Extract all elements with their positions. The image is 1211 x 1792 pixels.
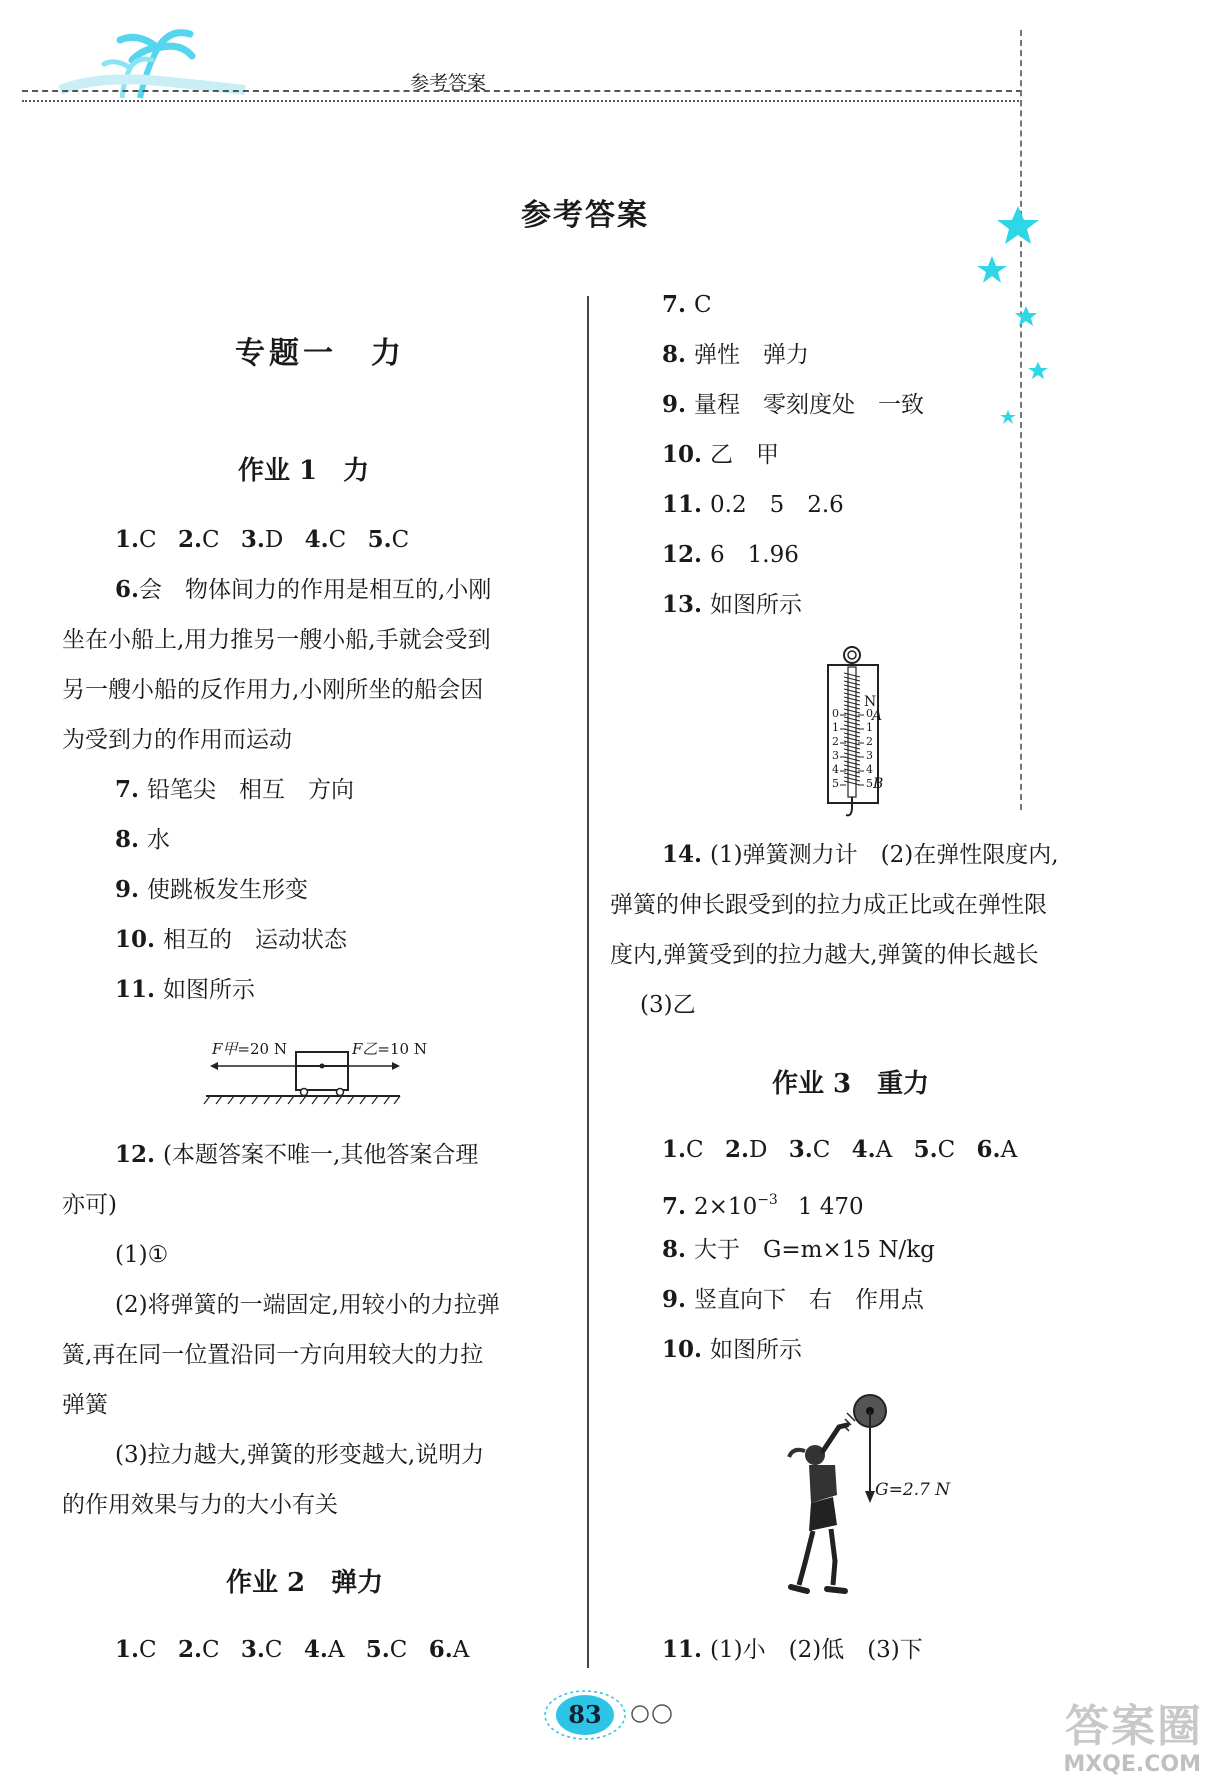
tick-2-right: 2 <box>866 735 873 748</box>
hw3-q11: 11. (1)小 (2)低 (3)下 <box>662 1636 923 1663</box>
hw1-title: 作业 1 力 <box>238 456 370 486</box>
spring-scale-label-b: B <box>873 776 884 792</box>
hw1-q8: 8. 水 <box>115 826 171 853</box>
hw2-q12: 12. 6 1.96 <box>662 541 799 568</box>
hw1-q12-line2: 亦可) <box>62 1192 117 1218</box>
tick-1-left: 1 <box>832 721 839 734</box>
tick-2-left: 2 <box>832 735 839 748</box>
star-decoration-icon <box>970 200 1060 440</box>
hw2-q10: 10. 乙 甲 <box>662 441 780 468</box>
tick-0-right: 0 <box>866 707 873 720</box>
page-number: 83 <box>556 1695 614 1735</box>
hw1-q12-part2-line2: 簧,再在同一位置沿同一方向用较大的力拉 <box>62 1342 484 1368</box>
gravity-label: G=2.7 N <box>875 1480 951 1500</box>
tick-4-left: 4 <box>832 763 839 776</box>
tick-0-left: 0 <box>832 707 839 720</box>
spring-scale-label-a: A <box>872 708 883 724</box>
tick-1-right: 1 <box>866 721 873 734</box>
hw3-q1-6: 1.C 2.D 3.C 4.A 5.C 6.A <box>662 1136 1018 1163</box>
spring-scale-figure <box>820 645 890 820</box>
hw2-q14: 14. (1)弹簧测力计 (2)在弹性限度内, <box>662 841 1059 868</box>
column-divider <box>587 296 589 1668</box>
hw1-q6-line3: 另一艘小船的反作用力,小刚所坐的船会因 <box>62 677 484 703</box>
tick-3-left: 3 <box>832 749 839 762</box>
hw2-q8: 8. 弹性 弹力 <box>662 341 810 368</box>
hw3-title: 作业 3 重力 <box>772 1069 930 1099</box>
hw2-q1-6: 1.C 2.C 3.C 4.A 5.C 6.A <box>115 1636 470 1663</box>
hw1-q9: 9. 使跳板发生形变 <box>115 876 309 903</box>
hw1-q6-line4: 为受到力的作用而运动 <box>62 727 292 753</box>
tick-5-right: 5 <box>866 777 873 790</box>
ball-gravity-figure <box>765 1385 895 1615</box>
palm-tree-logo <box>20 20 250 100</box>
hw1-q6-line2: 坐在小船上,用力推另一艘小船,手就会受到 <box>62 627 491 653</box>
hw2-q9: 9. 量程 零刻度处 一致 <box>662 391 925 418</box>
page-title: 参考答案 <box>521 198 649 233</box>
hw1-q12-part3-line2: 的作用效果与力的大小有关 <box>62 1492 338 1518</box>
hw1-q11: 11. 如图所示 <box>115 976 256 1003</box>
hw1-q12-part1: (1)① <box>115 1242 169 1268</box>
tick-4-right: 4 <box>866 763 873 776</box>
hw1-q12-part2-line3: 弹簧 <box>62 1392 108 1418</box>
hw2-q7: 7. C <box>662 291 712 318</box>
header-rule <box>22 90 1022 92</box>
hw2-q13: 13. 如图所示 <box>662 591 803 618</box>
hw2-q14-line3: 度内,弹簧受到的拉力越大,弹簧的伸长越长 <box>610 942 1039 968</box>
tick-5-left: 5 <box>832 777 839 790</box>
hw3-q10: 10. 如图所示 <box>662 1336 803 1363</box>
hw2-q11: 11. 0.2 5 2.6 <box>662 491 844 518</box>
hw1-q12-part2: (2)将弹簧的一端固定,用较小的力拉弹 <box>115 1292 500 1318</box>
hw1-q6: 6.会 物体间力的作用是相互的,小刚 <box>115 576 492 603</box>
topic-title: 专题一 力 <box>235 336 405 371</box>
force-right-label: F乙=10 N <box>352 1040 427 1058</box>
hw1-q12: 12. (本题答案不唯一,其他答案合理 <box>115 1141 479 1168</box>
hw3-q9: 9. 竖直向下 右 作用点 <box>662 1286 925 1313</box>
hw3-q8: 8. 大于 G=m×15 N/kg <box>662 1236 935 1263</box>
spring-scale-unit: N <box>864 694 877 710</box>
header-rule-2 <box>22 100 1022 102</box>
hw1-q10: 10. 相互的 运动状态 <box>115 926 348 953</box>
force-left-label: F甲=20 N <box>212 1040 287 1058</box>
watermark-url: MXQE.COM <box>1063 1752 1201 1777</box>
hw3-q7: 7. $2\times 10^{-3}$ 1 470 <box>662 1192 864 1220</box>
tick-3-right: 3 <box>866 749 873 762</box>
hw1-q1-5: 1.C 2.C 3.D 4.C 5.C <box>115 526 410 553</box>
watermark-logo: 答案圈 <box>1065 1701 1203 1752</box>
hw2-q14-line4: (3)乙 <box>640 992 696 1018</box>
hw1-q7: 7. 铅笔尖 相互 方向 <box>115 776 355 803</box>
hw1-q12-part3: (3)拉力越大,弹簧的形变越大,说明力 <box>115 1442 485 1468</box>
hw2-title: 作业 2 弹力 <box>226 1568 384 1598</box>
header-title: 参考答案 <box>410 72 487 94</box>
hw2-q14-line2: 弹簧的伸长跟受到的拉力成正比或在弹性限 <box>610 892 1047 918</box>
